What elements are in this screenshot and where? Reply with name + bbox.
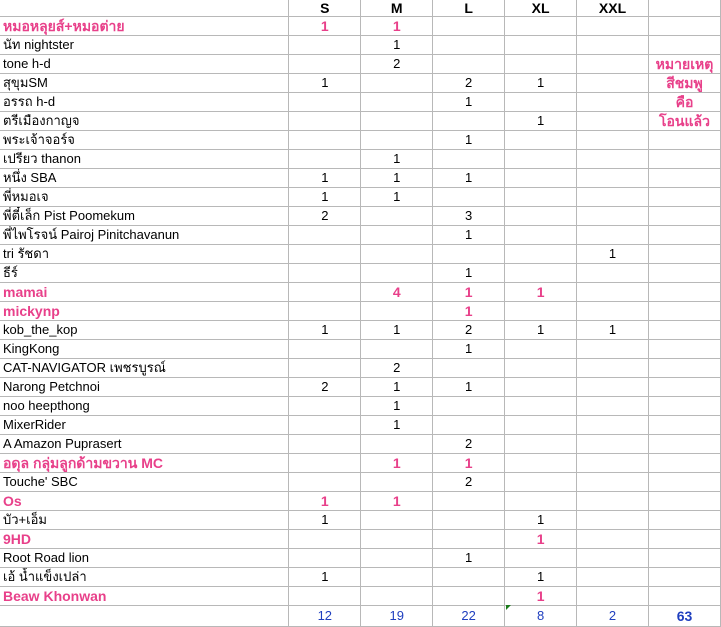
table-row: [0, 74, 721, 93]
size-m-cell[interactable]: [361, 568, 433, 587]
member-name-cell[interactable]: KingKong: [0, 340, 289, 359]
size-l-cell[interactable]: 1: [433, 131, 505, 150]
size-s-cell[interactable]: [289, 150, 361, 169]
size-l-cell[interactable]: [433, 55, 505, 74]
size-xl-cell[interactable]: [505, 397, 577, 416]
total-label-cell[interactable]: [0, 606, 289, 627]
table-row: [0, 587, 721, 606]
totals-row: [0, 606, 721, 627]
member-name-cell[interactable]: Root Road lion: [0, 549, 289, 568]
size-xxl-cell[interactable]: [577, 397, 649, 416]
member-name-cell[interactable]: A Amazon Puprasert: [0, 435, 289, 454]
member-name-cell[interactable]: Touche' SBC: [0, 473, 289, 492]
size-xxl-cell[interactable]: [577, 378, 649, 397]
table-row: [0, 397, 721, 416]
size-xl-cell[interactable]: [505, 416, 577, 435]
size-m-cell[interactable]: [361, 207, 433, 226]
size-m-cell[interactable]: [361, 511, 433, 530]
size-m-cell[interactable]: [361, 74, 433, 93]
size-xxl-cell[interactable]: [577, 492, 649, 511]
total-xxl[interactable]: 2: [577, 606, 649, 627]
header-s[interactable]: S: [289, 0, 361, 17]
size-l-cell[interactable]: [433, 530, 505, 549]
size-m-cell[interactable]: 2: [361, 359, 433, 378]
size-l-cell[interactable]: 1: [433, 549, 505, 568]
size-xl-cell[interactable]: [505, 454, 577, 473]
table-row: [0, 511, 721, 530]
size-xl-cell[interactable]: [505, 131, 577, 150]
header-m[interactable]: M: [361, 0, 433, 17]
note-cell[interactable]: [648, 131, 720, 150]
member-name-cell[interactable]: ตรีเมืองกาญจ: [0, 112, 289, 131]
size-xl-cell[interactable]: 1: [505, 511, 577, 530]
size-xxl-cell[interactable]: [577, 359, 649, 378]
total-m[interactable]: 19: [361, 606, 433, 627]
table-row: [0, 549, 721, 568]
table-row: [0, 340, 721, 359]
size-xl-cell[interactable]: [505, 17, 577, 36]
size-s-cell[interactable]: 1: [289, 568, 361, 587]
size-l-cell[interactable]: [433, 568, 505, 587]
size-s-cell[interactable]: [289, 36, 361, 55]
member-name-cell[interactable]: Narong Petchnoi: [0, 378, 289, 397]
table-row: [0, 93, 721, 112]
size-xl-cell[interactable]: [505, 188, 577, 207]
size-xl-cell[interactable]: [505, 359, 577, 378]
size-m-cell[interactable]: [361, 549, 433, 568]
size-s-cell[interactable]: 2: [289, 207, 361, 226]
size-xxl-cell[interactable]: [577, 74, 649, 93]
size-l-cell[interactable]: 1: [433, 93, 505, 112]
note-cell[interactable]: [648, 530, 720, 549]
size-xxl-cell[interactable]: [577, 568, 649, 587]
size-m-cell[interactable]: 1: [361, 169, 433, 188]
note-cell[interactable]: [648, 340, 720, 359]
size-l-cell[interactable]: [433, 17, 505, 36]
note-cell[interactable]: [648, 36, 720, 55]
member-name-cell[interactable]: เปรียว thanon: [0, 150, 289, 169]
table-row: [0, 321, 721, 340]
size-s-cell[interactable]: 1: [289, 321, 361, 340]
table-row: [0, 530, 721, 549]
size-s-cell[interactable]: [289, 549, 361, 568]
size-m-cell[interactable]: [361, 473, 433, 492]
note-cell[interactable]: [648, 321, 720, 340]
table-row: [0, 131, 721, 150]
size-m-cell[interactable]: 1: [361, 378, 433, 397]
note-cell[interactable]: [648, 378, 720, 397]
size-l-cell[interactable]: [433, 245, 505, 264]
size-xxl-cell[interactable]: [577, 340, 649, 359]
size-xxl-cell[interactable]: [577, 473, 649, 492]
table-row: [0, 150, 721, 169]
table-row: [0, 55, 721, 74]
size-l-cell[interactable]: 1: [433, 340, 505, 359]
size-s-cell[interactable]: [289, 264, 361, 283]
table-row: [0, 283, 721, 302]
size-l-cell[interactable]: 1: [433, 378, 505, 397]
member-name-cell[interactable]: Beaw Khonwan: [0, 587, 289, 606]
note-cell[interactable]: [648, 169, 720, 188]
note-cell[interactable]: สีชมพู: [648, 74, 720, 93]
table-row: [0, 17, 721, 36]
member-name-cell[interactable]: หนึ่ง SBA: [0, 169, 289, 188]
note-cell[interactable]: หมายเหตุ: [648, 55, 720, 74]
size-s-cell[interactable]: [289, 245, 361, 264]
table-row: [0, 435, 721, 454]
note-cell[interactable]: [648, 150, 720, 169]
size-m-cell[interactable]: 2: [361, 55, 433, 74]
member-name-cell[interactable]: อรรถ h-d: [0, 93, 289, 112]
size-s-cell[interactable]: [289, 359, 361, 378]
size-l-cell[interactable]: [433, 36, 505, 55]
header-name[interactable]: [0, 0, 289, 17]
size-xxl-cell[interactable]: 1: [577, 245, 649, 264]
size-m-cell[interactable]: [361, 530, 433, 549]
note-cell[interactable]: [648, 492, 720, 511]
size-xxl-cell[interactable]: [577, 283, 649, 302]
size-xxl-cell[interactable]: [577, 226, 649, 245]
size-l-cell[interactable]: 1: [433, 283, 505, 302]
table-row: [0, 473, 721, 492]
size-xl-cell[interactable]: [505, 36, 577, 55]
note-cell[interactable]: [648, 454, 720, 473]
size-xxl-cell[interactable]: [577, 511, 649, 530]
size-l-cell[interactable]: 1: [433, 454, 505, 473]
size-l-cell[interactable]: 1: [433, 264, 505, 283]
header-xxl[interactable]: XXL: [577, 0, 649, 17]
size-l-cell[interactable]: [433, 359, 505, 378]
table-row: [0, 264, 721, 283]
table-row: [0, 36, 721, 55]
size-m-cell[interactable]: [361, 93, 433, 112]
note-cell[interactable]: [648, 283, 720, 302]
size-xl-cell[interactable]: [505, 340, 577, 359]
size-m-cell[interactable]: [361, 340, 433, 359]
member-name-cell[interactable]: kob_the_kop: [0, 321, 289, 340]
size-s-cell[interactable]: [289, 302, 361, 321]
table-row: [0, 416, 721, 435]
size-s-cell[interactable]: 1: [289, 188, 361, 207]
size-s-cell[interactable]: 1: [289, 492, 361, 511]
note-cell[interactable]: [648, 587, 720, 606]
note-cell[interactable]: [648, 226, 720, 245]
note-cell[interactable]: โอนแล้ว: [648, 112, 720, 131]
size-xxl-cell[interactable]: 1: [577, 321, 649, 340]
size-s-cell[interactable]: [289, 416, 361, 435]
size-xxl-cell[interactable]: [577, 131, 649, 150]
size-s-cell[interactable]: 1: [289, 511, 361, 530]
cell-comment-marker: [506, 605, 511, 610]
total-l[interactable]: 22: [433, 606, 505, 627]
grand-total[interactable]: 63: [648, 606, 720, 627]
size-l-cell[interactable]: 2: [433, 74, 505, 93]
size-xl-cell[interactable]: 1: [505, 283, 577, 302]
size-s-cell[interactable]: [289, 397, 361, 416]
size-xxl-cell[interactable]: [577, 416, 649, 435]
member-name-cell[interactable]: Os: [0, 492, 289, 511]
member-name-cell[interactable]: mickynp: [0, 302, 289, 321]
size-s-cell[interactable]: 1: [289, 169, 361, 188]
size-s-cell[interactable]: 2: [289, 378, 361, 397]
size-m-cell[interactable]: [361, 587, 433, 606]
header-note[interactable]: [648, 0, 720, 17]
size-s-cell[interactable]: [289, 55, 361, 74]
note-cell[interactable]: [648, 302, 720, 321]
size-s-cell[interactable]: [289, 93, 361, 112]
size-l-cell[interactable]: 2: [433, 435, 505, 454]
size-xl-cell[interactable]: [505, 207, 577, 226]
note-cell[interactable]: [648, 397, 720, 416]
size-s-cell[interactable]: [289, 112, 361, 131]
member-name-cell[interactable]: หมอหลุยส์+หมอต่าย: [0, 17, 289, 36]
size-xxl-cell[interactable]: [577, 549, 649, 568]
member-name-cell[interactable]: อดุล กลุ่มลูกด้ามขวาน MC: [0, 454, 289, 473]
size-m-cell[interactable]: [361, 226, 433, 245]
size-m-cell[interactable]: 1: [361, 188, 433, 207]
size-xl-cell[interactable]: 1: [505, 530, 577, 549]
header-row: [0, 0, 721, 17]
table-row: [0, 359, 721, 378]
size-xxl-cell[interactable]: [577, 264, 649, 283]
member-name-cell[interactable]: tri รัชดา: [0, 245, 289, 264]
size-xl-cell[interactable]: 1: [505, 321, 577, 340]
size-m-cell[interactable]: 1: [361, 416, 433, 435]
size-xl-cell[interactable]: [505, 264, 577, 283]
size-l-cell[interactable]: [433, 188, 505, 207]
size-l-cell[interactable]: [433, 416, 505, 435]
member-name-cell[interactable]: tone h-d: [0, 55, 289, 74]
size-xxl-cell[interactable]: [577, 302, 649, 321]
note-cell[interactable]: [648, 359, 720, 378]
size-l-cell[interactable]: [433, 150, 505, 169]
member-name-cell[interactable]: พี่ตี๋เล็ก Pist Poomekum: [0, 207, 289, 226]
member-name-cell[interactable]: mamai: [0, 283, 289, 302]
size-m-cell[interactable]: 1: [361, 321, 433, 340]
size-s-cell[interactable]: [289, 435, 361, 454]
member-name-cell[interactable]: 9HD: [0, 530, 289, 549]
size-xl-cell[interactable]: [505, 245, 577, 264]
size-l-cell[interactable]: 2: [433, 473, 505, 492]
size-s-cell[interactable]: [289, 283, 361, 302]
size-xl-cell[interactable]: [505, 473, 577, 492]
member-name-cell[interactable]: พระเจ้าจอร์จ: [0, 131, 289, 150]
size-xxl-cell[interactable]: [577, 188, 649, 207]
table-row: [0, 207, 721, 226]
size-xl-cell[interactable]: [505, 492, 577, 511]
member-name-cell[interactable]: พี่หมอเจ: [0, 188, 289, 207]
table-row: [0, 169, 721, 188]
size-m-cell[interactable]: 1: [361, 454, 433, 473]
size-l-cell[interactable]: [433, 397, 505, 416]
size-l-cell[interactable]: 1: [433, 226, 505, 245]
note-cell[interactable]: [648, 435, 720, 454]
table-row: [0, 454, 721, 473]
note-cell[interactable]: [648, 511, 720, 530]
note-cell[interactable]: [648, 473, 720, 492]
size-xl-cell[interactable]: 1: [505, 112, 577, 131]
header-xl[interactable]: XL: [505, 0, 577, 17]
size-xxl-cell[interactable]: [577, 207, 649, 226]
size-m-cell[interactable]: [361, 112, 433, 131]
size-xxl-cell[interactable]: [577, 17, 649, 36]
size-m-cell[interactable]: [361, 302, 433, 321]
member-name-cell[interactable]: เอ้ น้ำแข็งเปล่า: [0, 568, 289, 587]
size-m-cell[interactable]: [361, 131, 433, 150]
member-name-cell[interactable]: บัว+เอ็ม: [0, 511, 289, 530]
size-xxl-cell[interactable]: [577, 36, 649, 55]
size-l-cell[interactable]: [433, 112, 505, 131]
size-xl-cell[interactable]: 1: [505, 587, 577, 606]
size-xl-cell[interactable]: [505, 435, 577, 454]
size-s-cell[interactable]: [289, 473, 361, 492]
size-xl-cell[interactable]: [505, 169, 577, 188]
note-cell[interactable]: [648, 245, 720, 264]
size-xxl-cell[interactable]: [577, 150, 649, 169]
size-xxl-cell[interactable]: [577, 55, 649, 74]
member-name-cell[interactable]: นัท nightster: [0, 36, 289, 55]
note-cell[interactable]: [648, 568, 720, 587]
size-xl-cell[interactable]: 1: [505, 74, 577, 93]
member-name-cell[interactable]: noo heepthong: [0, 397, 289, 416]
size-s-cell[interactable]: 1: [289, 74, 361, 93]
size-s-cell[interactable]: [289, 340, 361, 359]
size-xl-cell[interactable]: [505, 549, 577, 568]
size-xxl-cell[interactable]: [577, 530, 649, 549]
size-m-cell[interactable]: [361, 435, 433, 454]
table-row: [0, 188, 721, 207]
member-name-cell[interactable]: MixerRider: [0, 416, 289, 435]
size-xxl-cell[interactable]: [577, 435, 649, 454]
table-row: [0, 226, 721, 245]
member-name-cell[interactable]: พี่ไพโรจน์ Pairoj Pinitchavanun: [0, 226, 289, 245]
note-cell[interactable]: [648, 549, 720, 568]
table-row: [0, 302, 721, 321]
size-xl-cell[interactable]: [505, 226, 577, 245]
size-l-cell[interactable]: [433, 511, 505, 530]
size-xxl-cell[interactable]: [577, 587, 649, 606]
size-l-cell[interactable]: 1: [433, 302, 505, 321]
size-s-cell[interactable]: [289, 454, 361, 473]
size-m-cell[interactable]: 4: [361, 283, 433, 302]
size-xxl-cell[interactable]: [577, 454, 649, 473]
size-l-cell[interactable]: 1: [433, 169, 505, 188]
size-xl-cell[interactable]: [505, 55, 577, 74]
size-xl-cell[interactable]: [505, 150, 577, 169]
size-xxl-cell[interactable]: [577, 169, 649, 188]
note-cell[interactable]: [648, 188, 720, 207]
table-row: [0, 492, 721, 511]
size-s-cell[interactable]: [289, 587, 361, 606]
size-s-cell[interactable]: [289, 131, 361, 150]
table-row: [0, 112, 721, 131]
size-s-cell[interactable]: [289, 226, 361, 245]
total-s[interactable]: 12: [289, 606, 361, 627]
note-cell[interactable]: [648, 207, 720, 226]
note-cell[interactable]: [648, 416, 720, 435]
size-l-cell[interactable]: 2: [433, 321, 505, 340]
size-xl-cell[interactable]: [505, 93, 577, 112]
note-cell[interactable]: [648, 264, 720, 283]
size-xxl-cell[interactable]: [577, 112, 649, 131]
member-name-cell[interactable]: CAT-NAVIGATOR เพชรบูรณ์: [0, 359, 289, 378]
header-l[interactable]: L: [433, 0, 505, 17]
size-l-cell[interactable]: [433, 492, 505, 511]
size-xxl-cell[interactable]: [577, 93, 649, 112]
size-xl-cell[interactable]: 1: [505, 568, 577, 587]
size-xl-cell[interactable]: [505, 302, 577, 321]
size-m-cell[interactable]: 1: [361, 150, 433, 169]
size-m-cell[interactable]: 1: [361, 17, 433, 36]
table-row: [0, 568, 721, 587]
size-m-cell[interactable]: 1: [361, 492, 433, 511]
size-m-cell[interactable]: 1: [361, 36, 433, 55]
size-s-cell[interactable]: [289, 530, 361, 549]
size-l-cell[interactable]: 3: [433, 207, 505, 226]
size-l-cell[interactable]: [433, 587, 505, 606]
size-xl-cell[interactable]: [505, 378, 577, 397]
table-row: [0, 245, 721, 264]
note-cell[interactable]: [648, 17, 720, 36]
table-row: [0, 378, 721, 397]
member-name-cell[interactable]: ธีร์: [0, 264, 289, 283]
size-m-cell[interactable]: [361, 245, 433, 264]
total-xl[interactable]: 8: [505, 606, 577, 627]
member-name-cell[interactable]: สุขุมSM: [0, 74, 289, 93]
size-m-cell[interactable]: [361, 264, 433, 283]
size-s-cell[interactable]: 1: [289, 17, 361, 36]
note-cell[interactable]: คือ: [648, 93, 720, 112]
size-m-cell[interactable]: 1: [361, 397, 433, 416]
